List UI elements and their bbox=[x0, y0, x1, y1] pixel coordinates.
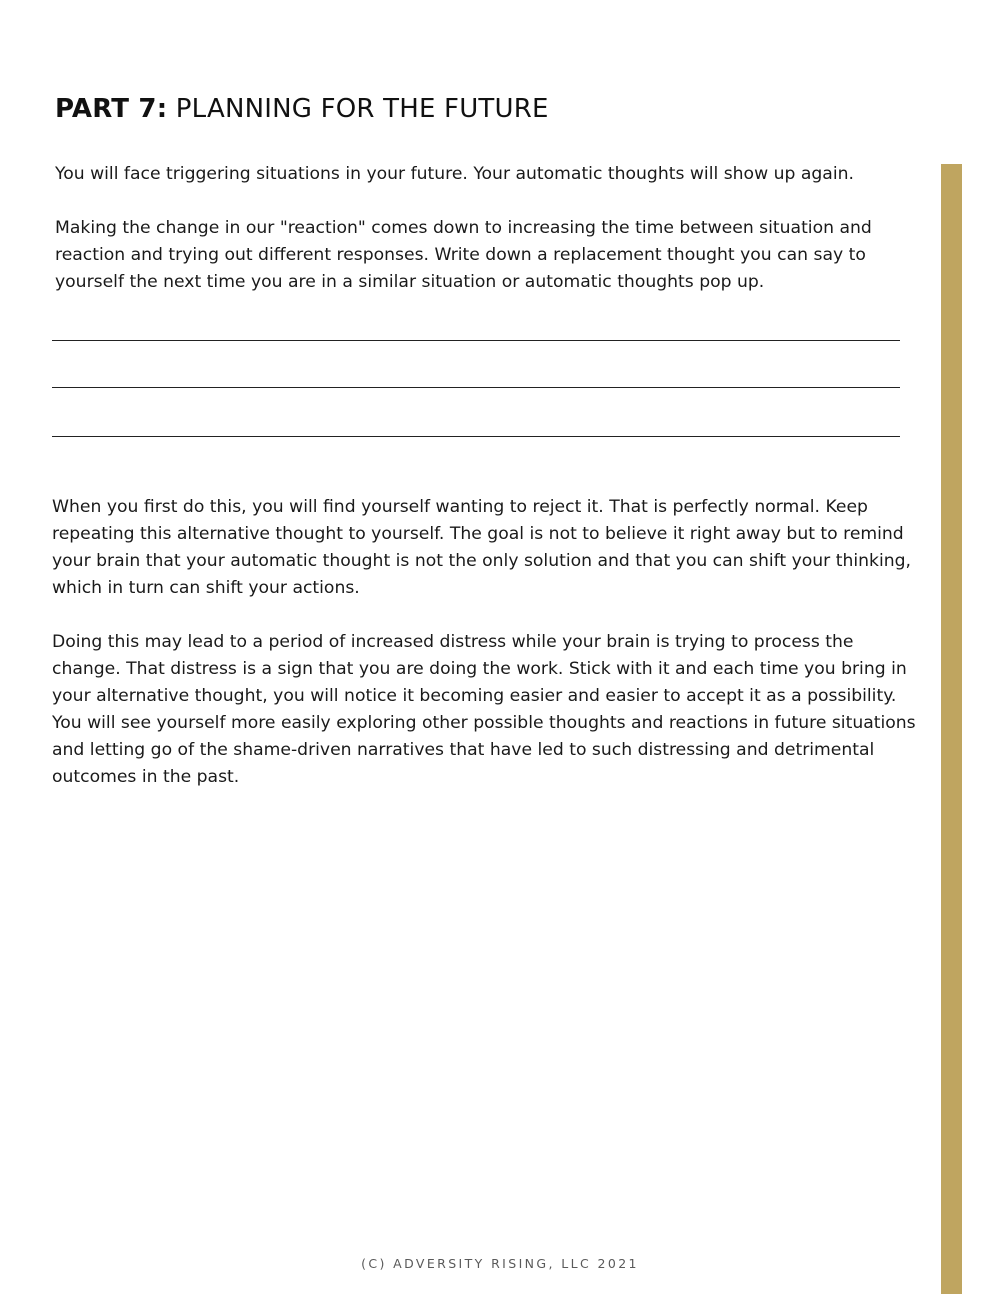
body-paragraph-2: Doing this may lead to a period of increased distress while your brain is trying to process the change. That distress is a sign that you are doing the work. Stick with it and each time you bring in your alternative thought, you will notice it becoming easier and easier to accept it as a possibility. You will see yourself more easily exploring other possible thoughts and reactions in future situations and letting go of the shame-driven narratives that have led to such distressing and detrimental outcomes in the past. bbox=[52, 632, 916, 787]
gold-accent-bar bbox=[941, 164, 962, 1294]
footer-copyright: (C) ADVERSITY RISING, LLC 2021 bbox=[361, 1256, 639, 1271]
intro-paragraph-2: Making the change in our "reaction" comes down to increasing the time between situation and reaction and trying out different responses. Write down a replacement thought you can say to yourself the next time you are in a similar situation or automatic thoughts pop up. bbox=[55, 218, 872, 292]
writing-line-2[interactable] bbox=[52, 387, 900, 388]
intro-paragraph-1: You will face triggering situations in your future. Your automatic thoughts will show up again. bbox=[55, 164, 854, 184]
body-paragraph-1: When you first do this, you will find yourself wanting to reject it. That is perfectly normal. Keep repeating this alternative thought to yourself. The goal is not to believe it right away but to remind your brain that your automatic thought is not the only solution and that you can shift your thinking, which in turn can shift your actions. bbox=[52, 497, 912, 598]
writing-line-1[interactable] bbox=[52, 340, 900, 341]
page-title bbox=[55, 94, 549, 124]
writing-line-3[interactable] bbox=[52, 436, 900, 437]
title-part-number: PART 7: bbox=[55, 94, 168, 124]
title-text: PLANNING FOR THE FUTURE bbox=[167, 94, 549, 124]
